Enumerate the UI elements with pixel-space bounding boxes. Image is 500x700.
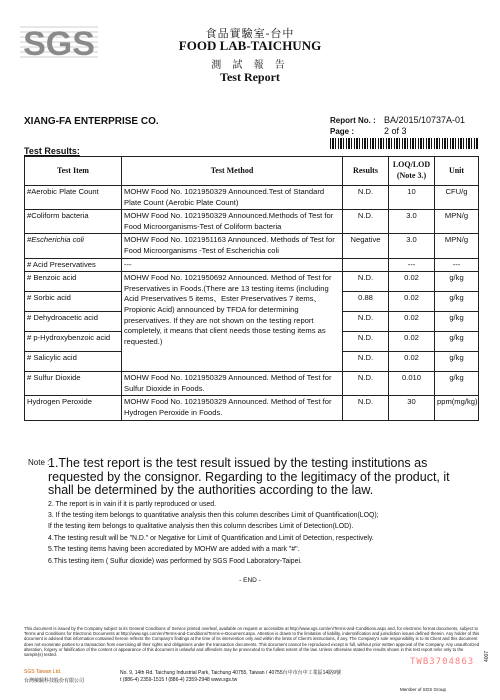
report-title-chinese: 測 試 報 告 xyxy=(211,60,289,71)
loq: 10 xyxy=(389,186,435,210)
results-title: Test Results: xyxy=(24,146,80,156)
test-method: MOHW Food No. 1021950329 Announced.Test of Standard Plate Count (Aerobic Plate Count) xyxy=(122,186,343,210)
header-test-method: Test Method xyxy=(122,157,343,186)
loq: 0.02 xyxy=(389,292,435,312)
unit: g/kg xyxy=(435,372,479,396)
stamp-number: TWB3704863 xyxy=(410,657,475,667)
footer-company: SGS Taiwan Ltd. xyxy=(24,669,62,675)
result: Negative xyxy=(343,234,389,258)
unit: MPN/g xyxy=(435,210,479,234)
report-title: Test Report xyxy=(220,70,280,84)
page-label: Page : xyxy=(330,127,355,136)
loq: 0.02 xyxy=(389,312,435,332)
lab-name: FOOD LAB-TAICHUNG xyxy=(178,38,322,53)
unit: g/kg xyxy=(435,272,479,292)
test-item: # Sulfur Dioxide xyxy=(25,372,122,396)
result: N.D. xyxy=(343,312,389,332)
table-row xyxy=(25,372,479,396)
note-4: 4.The testing result will be "N.D." or Negative for Limit of Quantification and Limit of Detection, respectively. xyxy=(48,535,374,542)
barcode xyxy=(330,138,478,149)
side-number: 4007 xyxy=(484,650,490,662)
test-method: --- xyxy=(122,258,343,272)
test-item: #Aerobic Plate Count xyxy=(25,186,122,210)
end-marker: - END - xyxy=(239,577,261,584)
page-value: 2 of 3 xyxy=(384,126,407,136)
note-3b: If the testing item belongs to qualitative analysis then this column describes Limit of Detection(LOD). xyxy=(48,523,354,530)
test-item: #Coliform bacteria xyxy=(25,210,122,234)
disclaimer: This document is issued by the Company subject to its General Conditions of Service printed overleaf, available on request or accessible at http://www.sgs.com/en/Terms-and-Conditions.aspx and, for electronic format documents, subject to Terms and Conditions for Electronic Documents at http://www.sgs.com/en/Terms-and-Conditions/Terms-e-Document.aspx. Attention is drawn to the limitation of liability, indemnification and jurisdiction issues defined therein. Any holder of this document is advised that information contained hereon reflects the Company's findings at the time of its intervention only and within the limits of Client's instructions, if any. The Company's sole responsibility is to its Client and this document does not exonerate parties to a transaction from exercising all their rights and obligations under the transaction documents. This document cannot be reproduced except in full, without prior written approval of the Company. Any unauthorized alteration, forgery or falsification of the content or appearance of this document is unlawful and offenders may be prosecuted to the fullest extent of the law. Unless otherwise stated the results shown in this test report refer only to the sample(s) tested. xyxy=(24,626,480,658)
header-test-item: Test Item xyxy=(25,157,122,186)
unit: g/kg xyxy=(435,312,479,332)
result xyxy=(343,258,389,272)
result: N.D. xyxy=(343,372,389,396)
unit: g/kg xyxy=(435,292,479,312)
note-3a: 3. If the testing item belongs to quantitative analysis then this column describes Limit of Quantification(LOQ); xyxy=(48,512,379,519)
test-method: MOHW Food No. 1021950692 Announced. Method of Test for Preservatives in Foods.(There are 13 testing items (including Acid Preservatives 5 items、Ester Preservatives 7 items、Propionic Acid) announced by TFDA for determining preservatives. If they are not shown on the testing report completely, it means that client needs those testing items as requested.) xyxy=(122,272,343,372)
test-method: MOHW Food No. 1021951163 Announced. Methods of Test for Food Microorganisms -Test of Escherichia coli xyxy=(122,234,343,258)
result: N.D. xyxy=(343,272,389,292)
result: N.D. xyxy=(343,396,389,420)
test-method: MOHW Food No. 1021950329 Announced. Method of Test for Sulfur Dioxide in Foods. xyxy=(122,372,343,396)
lab-name-chinese: 食品實驗室-台中 xyxy=(205,27,295,40)
note-6: 6.This testing item ( Sulfur dioxide) was performed by SGS Food Laboratory-Taipei. xyxy=(48,558,302,565)
loq: 0.02 xyxy=(389,272,435,292)
header-loq-lod: LOQ/LOD (Note 3.) xyxy=(389,157,435,186)
unit: ppm(mg/kg) xyxy=(435,396,479,420)
footer-contact: t (886-4) 2359-1515 f (886-4) 2359-2948 www.sgs.tw xyxy=(120,677,238,683)
test-item: #Escherichia coli xyxy=(25,234,122,258)
loq: 30 xyxy=(389,396,435,420)
note-1: 1.The test report is the test result issued by the testing institutions as requested by the consignor. Regarding to the legitimacy of the product, it shall be determined by the authorities according to the law. xyxy=(48,456,450,497)
test-item: # Benzoic acid xyxy=(25,272,122,292)
table-row xyxy=(25,272,479,292)
loq: 0.02 xyxy=(389,352,435,372)
footer-member: Member of SGS Group xyxy=(400,687,447,692)
result: N.D. xyxy=(343,186,389,210)
table-row xyxy=(25,396,479,420)
unit: MPN/g xyxy=(435,234,479,258)
table-row xyxy=(25,186,479,210)
test-item: # Sorbic acid xyxy=(25,292,122,312)
test-item: # Salicylic acid xyxy=(25,352,122,372)
test-method: MOHW Food No. 1021950329 Announced. Method of Test for Hydrogen Peroxide in Foods. xyxy=(122,396,343,420)
loq: 0.02 xyxy=(389,332,435,352)
report-no-value: BA/2015/10737A-01 xyxy=(384,115,466,125)
result: N.D. xyxy=(343,332,389,352)
unit: CFU/g xyxy=(435,186,479,210)
header-results: Results xyxy=(343,157,389,186)
loq: 3.0 xyxy=(389,210,435,234)
results-table xyxy=(24,156,479,421)
loq: 0.010 xyxy=(389,372,435,396)
unit: --- xyxy=(435,258,479,272)
company-name: XIANG-FA ENTERPRISE CO. xyxy=(24,116,159,127)
result: N.D. xyxy=(343,210,389,234)
test-item: # Acid Preservatives xyxy=(25,258,122,272)
result: N.D. xyxy=(343,352,389,372)
table-row xyxy=(25,210,479,234)
svg-text:SGS: SGS xyxy=(23,25,95,62)
footer-address: No. 9, 14th Rd. Taichung Industrial Park, Taichung 40755, Taiwan / 40755台中市台中工業區14路9號 xyxy=(120,670,341,676)
loq: --- xyxy=(389,258,435,272)
unit: g/kg xyxy=(435,352,479,372)
loq: 3.0 xyxy=(389,234,435,258)
note-2: 2. The report is in vain if it is partly reproduced or used. xyxy=(48,501,217,508)
note-5: 5.The testing items having been accrediated by MOHW are added with a mark "#". xyxy=(48,546,300,553)
table-row xyxy=(25,258,479,272)
footer-company-chinese: 台灣檢驗科技股份有限公司 xyxy=(24,678,85,684)
test-item: Hydrogen Peroxide xyxy=(25,396,122,420)
test-method: MOHW Food No. 1021950329 Announced.Methods of Test for Food Microorganisms-Test of Coliform bacteria xyxy=(122,210,343,234)
table-header-row xyxy=(25,157,479,186)
header-unit: Unit xyxy=(435,157,479,186)
test-item: # Dehydroacetic acid xyxy=(25,312,122,332)
table-row xyxy=(25,234,479,258)
result: 0.88 xyxy=(343,292,389,312)
unit: g/kg xyxy=(435,332,479,352)
report-no-label: Report No. : xyxy=(330,116,376,125)
note-label: Note : xyxy=(28,458,50,467)
test-item: # p-Hydroxybenzoic acid xyxy=(25,332,122,352)
